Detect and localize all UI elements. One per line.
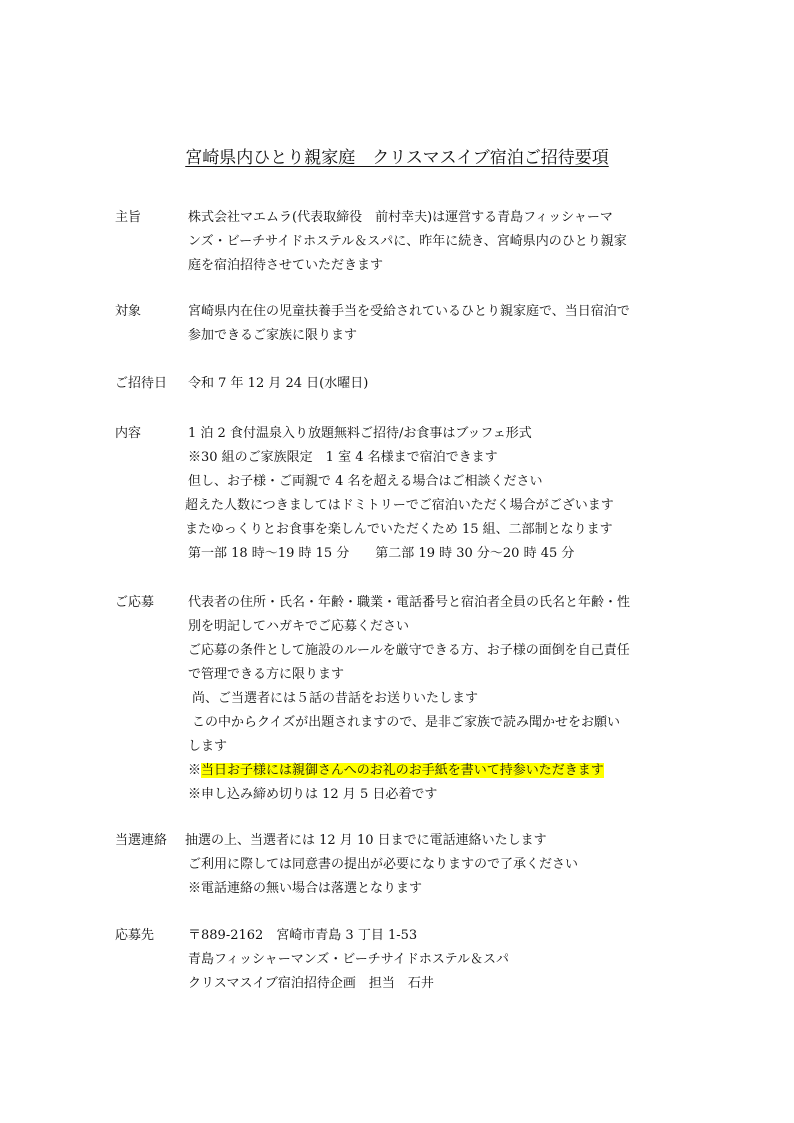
purpose-line-2: ンズ・ビーチサイドホステル＆スパに、昨年に続き、宮崎県内のひとり親家 [188, 234, 627, 249]
contents-line-3: 但し、お子様・ご両親で 4 名を超える場合はご相談ください [188, 474, 543, 489]
apply-line-6: この中からクイズが出題されますので、是非ご家族で読み聞かせをお願い [192, 715, 620, 730]
address-line-2: 青島フィッシャーマンズ・ビーチサイドホステル＆スパ [188, 952, 509, 967]
target-line-2: 参加できるご家族に限ります [188, 328, 358, 343]
section-label-target: 対象 [115, 304, 142, 319]
section-label-apply: ご応募 [115, 595, 155, 610]
date-line-1: 令和 7 年 12 月 24 日(水曜日) [188, 376, 369, 391]
notice-line-3: ※電話連絡の無い場合は落選となります [188, 881, 423, 896]
apply-deadline: ※申し込み締め切りは 12 月 5 日必着です [188, 787, 438, 802]
contents-line-2: ※30 組のご家族限定 1 室 4 名様まで宿泊できます [188, 450, 498, 465]
apply-highlight-text: 当日お子様には親御さんへのお礼のお手紙を書いて持参いただきます [201, 763, 604, 778]
contents-line-4: 超えた人数につきましてはドミトリーでご宿泊いただく場合がございます [185, 498, 614, 513]
apply-line-3: ご応募の条件として施設のルールを厳守できる方、お子様の面倒を自己責任 [188, 643, 630, 658]
apply-line-2: 別を明記してハガキでご応募ください [188, 619, 410, 634]
section-label-purpose: 主旨 [115, 210, 142, 225]
apply-highlight-line [188, 759, 604, 783]
purpose-line-1: 株式会社マエムラ(代表取締役 前村幸夫)は運営する青島フィッシャーマ [188, 210, 613, 225]
apply-line-5: 尚、ご当選者には５話の昔話をお送りいたします [192, 691, 479, 706]
contents-line-1: 1 泊 2 食付温泉入り放題無料ご招待/お食事はブッフェ形式 [188, 426, 532, 441]
page-title [0, 146, 794, 170]
notice-line-2: ご利用に際しては同意書の提出が必要になりますので了承ください [188, 857, 579, 872]
section-label-date: ご招待日 [115, 376, 168, 391]
section-label-address: 応募先 [115, 928, 155, 943]
apply-line-7: します [188, 739, 228, 754]
contents-line-6: 第一部 18 時〜19 時 15 分 第二部 19 時 30 分〜20 時 45 分 [188, 546, 575, 561]
target-line-1: 宮崎県内在住の児童扶養手当を受給されているひとり親家庭で、当日宿泊で [188, 304, 630, 319]
apply-line-4: で管理できる方に限ります [188, 667, 345, 682]
apply-highlight-prefix: ※ [188, 763, 202, 778]
address-line-3: クリスマスイブ宿泊招待企画 担当 石井 [188, 976, 434, 991]
address-line-1: 〒889-2162 宮崎市青島 3 丁目 1-53 [188, 928, 418, 943]
apply-line-1: 代表者の住所・氏名・年齢・職業・電話番号と宿泊者全員の氏名と年齢・性 [188, 595, 631, 610]
contents-line-5: またゆっくりとお食事を楽しんでいただくため 15 組、二部制となります [185, 522, 613, 537]
page-title-text: 宮崎県内ひとり親家庭 クリスマスイブ宿泊ご招待要項 [185, 148, 609, 168]
section-label-contents: 内容 [115, 426, 142, 441]
purpose-line-3: 庭を宿泊招待させていただきます [188, 258, 384, 273]
notice-line-1: 抽選の上、当選者には 12 月 10 日までに電話連絡いたします [185, 833, 547, 848]
section-label-notice: 当選連絡 [115, 833, 168, 848]
